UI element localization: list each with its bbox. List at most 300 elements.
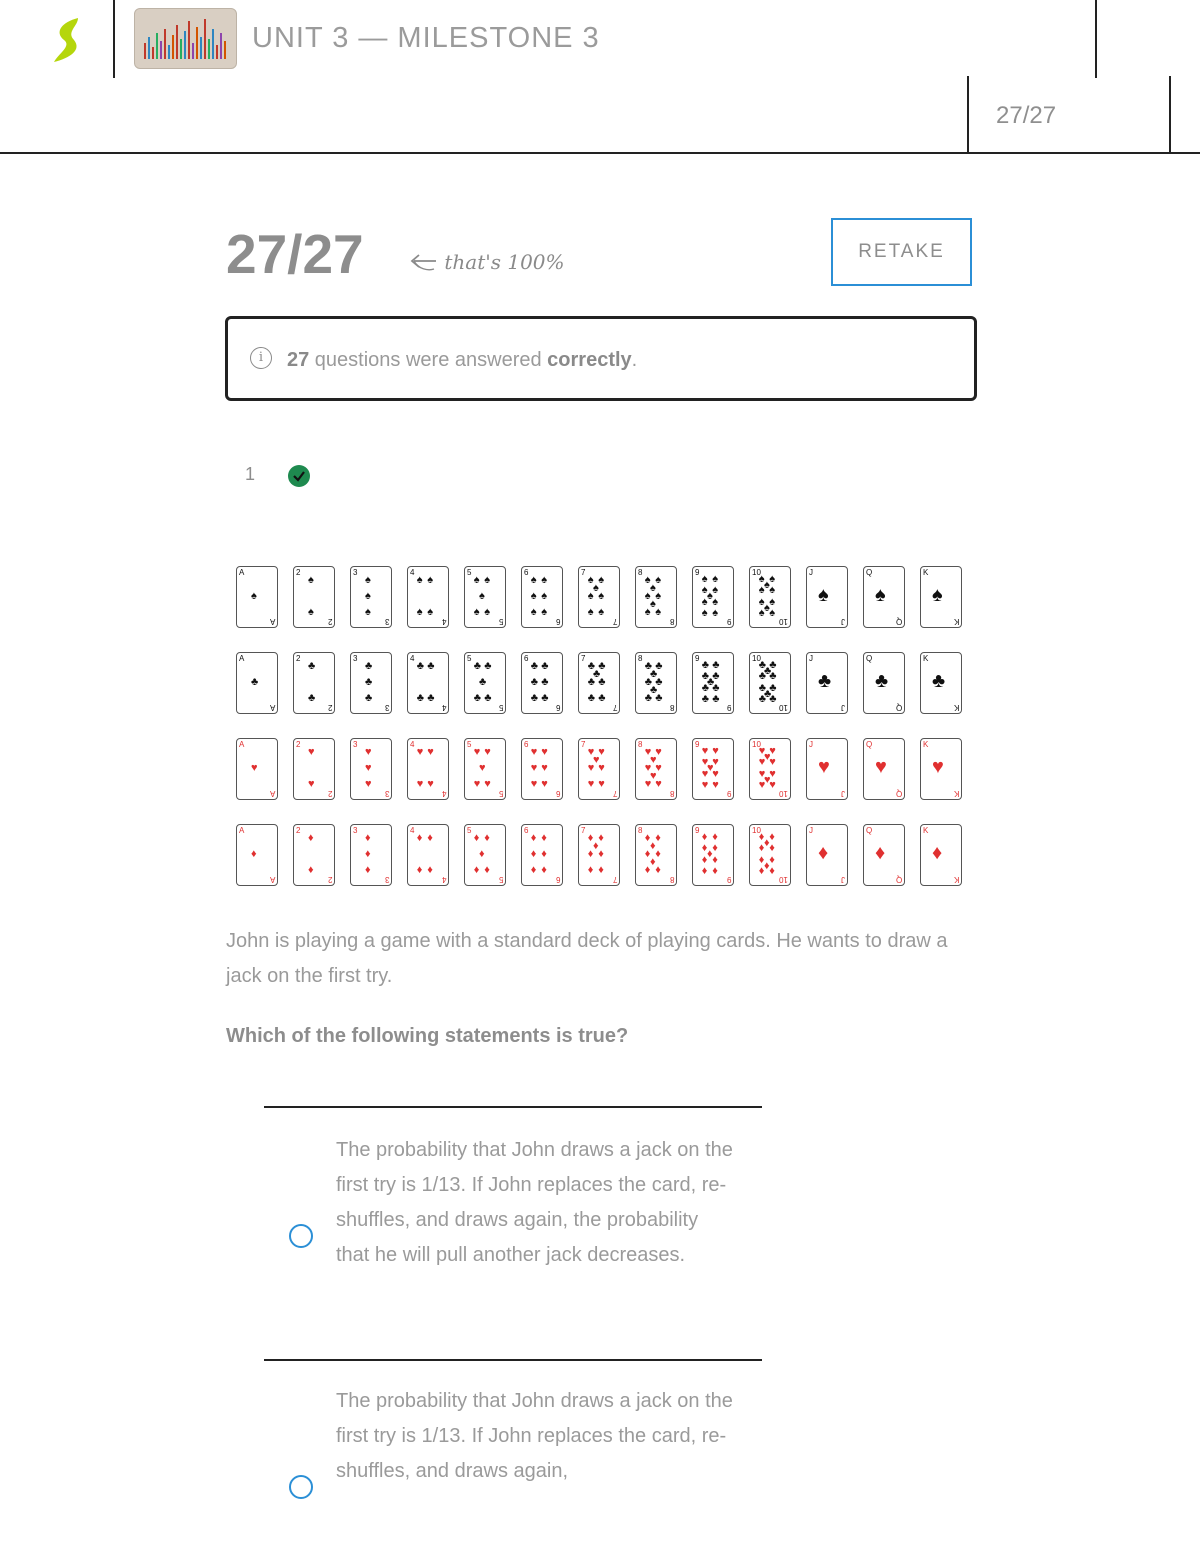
face-card-figure-icon: ♠ xyxy=(875,584,886,606)
clubs-pip-icon: ♣ xyxy=(251,676,259,688)
playing-card-6-diamonds xyxy=(521,824,563,886)
card-corner-rank: 4 xyxy=(410,654,415,663)
header-divider xyxy=(113,0,115,78)
card-corner-rank: 10 xyxy=(752,826,761,835)
clubs-pip-icon: ♣ xyxy=(479,676,487,688)
clubs-pip-icon: ♣ xyxy=(701,693,710,706)
course-thumbnail xyxy=(134,8,237,69)
spades-pip-icon: ♠ xyxy=(416,573,423,586)
clubs-pip-icon: ♣ xyxy=(416,692,425,705)
clubs-pip-icon: ♣ xyxy=(650,667,658,680)
clubs-pip-icon: ♣ xyxy=(701,681,710,694)
hearts-pip-icon: ♥ xyxy=(701,767,709,780)
face-card-figure-icon: ♣ xyxy=(818,670,832,692)
card-corner-rank: Q xyxy=(895,789,902,798)
face-card-figure-icon: ♥ xyxy=(932,756,944,778)
info-text-bold: correctly xyxy=(547,349,632,371)
clubs-pip-icon: ♣ xyxy=(598,692,606,705)
diamonds-pip-icon: ♦ xyxy=(712,842,718,855)
clubs-pip-icon: ♣ xyxy=(484,692,492,705)
playing-card-6-spades xyxy=(521,566,563,628)
card-corner-rank: 9 xyxy=(726,617,731,626)
face-card-figure-icon: ♣ xyxy=(875,670,889,692)
playing-card-4-hearts xyxy=(407,738,449,800)
spades-pip-icon: ♠ xyxy=(758,584,765,597)
card-corner-rank: 9 xyxy=(726,875,731,884)
card-corner-rank: K xyxy=(953,875,959,884)
face-card-figure-icon: ♥ xyxy=(818,756,830,778)
diamonds-pip-icon: ♦ xyxy=(598,848,604,860)
retake-button[interactable]: RETAKE xyxy=(831,218,972,286)
spades-pip-icon: ♠ xyxy=(587,573,594,586)
clubs-pip-icon: ♣ xyxy=(593,667,601,680)
hearts-pip-icon: ♥ xyxy=(644,778,652,791)
card-corner-rank: 8 xyxy=(638,568,643,577)
bar-graph-icon xyxy=(135,9,236,68)
spades-pip-icon: ♠ xyxy=(701,584,708,597)
hearts-pip-icon: ♥ xyxy=(530,778,538,791)
playing-card-3-diamonds xyxy=(350,824,392,886)
spades-pip-icon: ♠ xyxy=(308,573,314,586)
spades-pip-icon: ♠ xyxy=(655,590,662,602)
hearts-pip-icon: ♥ xyxy=(587,762,595,774)
hearts-pip-icon: ♥ xyxy=(479,762,486,774)
hearts-pip-icon: ♥ xyxy=(655,778,662,791)
hearts-pip-icon: ♥ xyxy=(473,778,481,791)
card-corner-rank: 2 xyxy=(296,826,301,835)
card-corner-rank: 7 xyxy=(581,826,586,835)
hearts-pip-icon: ♥ xyxy=(416,778,424,791)
diamonds-pip-icon: ♦ xyxy=(473,864,480,877)
clubs-pip-icon: ♣ xyxy=(541,676,549,688)
spades-pip-icon: ♠ xyxy=(416,606,423,619)
card-corner-rank: 7 xyxy=(612,789,617,798)
clubs-pip-icon: ♣ xyxy=(365,659,373,672)
card-corner-rank: 9 xyxy=(695,740,700,749)
clubs-pip-icon: ♣ xyxy=(484,659,492,672)
card-corner-rank: 5 xyxy=(467,740,472,749)
diamonds-pip-icon: ♦ xyxy=(712,853,718,866)
card-corner-rank: 7 xyxy=(612,875,617,884)
face-card-figure-icon: ♠ xyxy=(932,584,943,606)
hearts-pip-icon: ♥ xyxy=(644,745,652,758)
hearts-pip-icon: ♥ xyxy=(769,756,776,769)
hearts-pip-icon: ♥ xyxy=(598,762,605,774)
hearts-pip-icon: ♥ xyxy=(764,750,771,763)
card-corner-rank: J xyxy=(841,617,845,626)
result-score: 27/27 xyxy=(226,223,364,285)
face-card-figure-icon: ♠ xyxy=(818,584,829,606)
clubs-pip-icon: ♣ xyxy=(712,693,720,706)
card-corner-rank: K xyxy=(953,789,959,798)
info-count: 27 xyxy=(287,349,310,371)
card-corner-rank: 2 xyxy=(296,740,301,749)
arrow-left-icon xyxy=(408,253,438,275)
playing-card-9-diamonds xyxy=(692,824,734,886)
spades-pip-icon: ♠ xyxy=(541,606,548,619)
clubs-pip-icon: ♣ xyxy=(758,658,767,671)
spades-pip-icon: ♠ xyxy=(365,606,371,619)
playing-card-5-spades xyxy=(464,566,506,628)
hearts-pip-icon: ♥ xyxy=(655,745,662,758)
face-card-figure-icon: ♥ xyxy=(875,756,887,778)
playing-card-6-hearts xyxy=(521,738,563,800)
spades-pip-icon: ♠ xyxy=(701,572,708,585)
clubs-pip-icon: ♣ xyxy=(598,676,606,688)
hearts-pip-icon: ♥ xyxy=(650,753,657,766)
spades-pip-icon: ♠ xyxy=(712,607,719,620)
card-corner-rank: 10 xyxy=(779,875,788,884)
playing-card-9-hearts xyxy=(692,738,734,800)
clubs-pip-icon: ♣ xyxy=(712,658,720,671)
playing-card-K-hearts xyxy=(920,738,962,800)
clubs-pip-icon: ♣ xyxy=(644,692,653,705)
spades-pip-icon: ♠ xyxy=(365,573,371,586)
card-corner-rank: 3 xyxy=(384,875,389,884)
card-corner-rank: Q xyxy=(866,740,873,749)
card-corner-rank: 5 xyxy=(467,654,472,663)
clubs-pip-icon: ♣ xyxy=(587,676,596,688)
diamonds-pip-icon: ♦ xyxy=(587,848,594,860)
playing-card-Q-spades xyxy=(863,566,905,628)
diamonds-pip-icon: ♦ xyxy=(427,831,433,844)
clubs-pip-icon: ♣ xyxy=(587,692,596,705)
hearts-pip-icon: ♥ xyxy=(758,767,766,780)
playing-card-5-clubs xyxy=(464,652,506,714)
hearts-pip-icon: ♥ xyxy=(712,756,719,769)
option-radio-1[interactable] xyxy=(289,1224,313,1248)
card-corner-rank: 4 xyxy=(441,617,446,626)
card-corner-rank: 8 xyxy=(638,654,643,663)
spades-pip-icon: ♠ xyxy=(530,606,537,619)
hearts-pip-icon: ♥ xyxy=(541,745,548,758)
clubs-pip-icon: ♣ xyxy=(769,681,777,694)
diamonds-pip-icon: ♦ xyxy=(473,831,480,844)
info-text xyxy=(287,349,637,372)
clubs-pip-icon: ♣ xyxy=(587,659,596,672)
clubs-pip-icon: ♣ xyxy=(530,692,539,705)
playing-card-A-clubs xyxy=(236,652,278,714)
card-corner-rank: 9 xyxy=(695,826,700,835)
card-corner-rank: 5 xyxy=(467,826,472,835)
card-corner-rank: A xyxy=(239,740,245,749)
spades-pip-icon: ♠ xyxy=(593,581,599,594)
card-corner-rank: 2 xyxy=(296,568,301,577)
card-corner-rank: K xyxy=(923,826,929,835)
info-banner xyxy=(225,316,977,401)
diamonds-pip-icon: ♦ xyxy=(365,831,371,844)
clubs-pip-icon: ♣ xyxy=(769,670,777,683)
playing-card-Q-clubs xyxy=(863,652,905,714)
playing-card-10-clubs xyxy=(749,652,791,714)
diamonds-pip-icon: ♦ xyxy=(598,864,604,877)
spades-pip-icon: ♠ xyxy=(365,590,371,602)
playing-card-5-diamonds xyxy=(464,824,506,886)
diamonds-pip-icon: ♦ xyxy=(416,831,423,844)
card-corner-rank: 3 xyxy=(353,826,358,835)
spades-pip-icon: ♠ xyxy=(769,584,776,597)
playing-card-7-hearts xyxy=(578,738,620,800)
clubs-pip-icon: ♣ xyxy=(655,692,663,705)
diamonds-pip-icon: ♦ xyxy=(764,859,770,872)
spades-pip-icon: ♠ xyxy=(712,572,719,585)
clubs-pip-icon: ♣ xyxy=(644,676,653,688)
diamonds-pip-icon: ♦ xyxy=(530,831,537,844)
spades-pip-icon: ♠ xyxy=(598,590,605,602)
diamonds-pip-icon: ♦ xyxy=(769,853,775,866)
card-corner-rank: 7 xyxy=(581,568,586,577)
clubs-pip-icon: ♣ xyxy=(758,670,767,683)
diamonds-pip-icon: ♦ xyxy=(701,865,708,878)
hearts-pip-icon: ♥ xyxy=(365,745,372,758)
clubs-pip-icon: ♣ xyxy=(541,692,549,705)
card-corner-rank: J xyxy=(841,703,845,712)
clubs-pip-icon: ♣ xyxy=(541,659,549,672)
diamonds-pip-icon: ♦ xyxy=(530,848,537,860)
option-text-2: The probability that John draws a jack on the first try is 1/13. If John replaces the card, re-shuffles, and draws again, xyxy=(336,1390,733,1482)
hearts-pip-icon: ♥ xyxy=(758,779,766,792)
spades-pip-icon: ♠ xyxy=(427,573,434,586)
playing-card-4-clubs xyxy=(407,652,449,714)
diamonds-pip-icon: ♦ xyxy=(650,856,656,869)
clubs-pip-icon: ♣ xyxy=(598,659,606,672)
hearts-pip-icon: ♥ xyxy=(308,778,315,791)
hearts-pip-icon: ♥ xyxy=(707,762,714,774)
diamonds-pip-icon: ♦ xyxy=(655,848,661,860)
card-corner-rank: 3 xyxy=(353,568,358,577)
card-corner-rank: 4 xyxy=(441,875,446,884)
diamonds-pip-icon: ♦ xyxy=(701,842,708,855)
spades-pip-icon: ♠ xyxy=(655,606,662,619)
spades-pip-icon: ♠ xyxy=(650,581,656,594)
playing-card-7-clubs xyxy=(578,652,620,714)
hearts-pip-icon: ♥ xyxy=(587,778,595,791)
spades-pip-icon: ♠ xyxy=(427,606,434,619)
clubs-pip-icon: ♣ xyxy=(365,676,373,688)
hearts-pip-icon: ♥ xyxy=(769,767,776,780)
hearts-pip-icon: ♥ xyxy=(593,753,600,766)
card-corner-rank: Q xyxy=(895,703,902,712)
spades-pip-icon: ♠ xyxy=(764,578,770,591)
clubs-pip-icon: ♣ xyxy=(530,659,539,672)
card-corner-rank: 8 xyxy=(638,826,643,835)
card-corner-rank: 4 xyxy=(410,826,415,835)
option-divider xyxy=(264,1359,762,1361)
hearts-pip-icon: ♥ xyxy=(769,744,776,757)
diamonds-pip-icon: ♦ xyxy=(769,830,775,843)
card-corner-rank: 3 xyxy=(384,617,389,626)
card-corner-rank: 2 xyxy=(327,703,332,712)
clubs-pip-icon: ♣ xyxy=(764,664,772,677)
spades-pip-icon: ♠ xyxy=(701,607,708,620)
clubs-pip-icon: ♣ xyxy=(712,681,720,694)
card-corner-rank: 8 xyxy=(669,703,674,712)
card-corner-rank: Q xyxy=(895,875,902,884)
header-divider xyxy=(1095,0,1097,78)
spades-pip-icon: ♠ xyxy=(644,606,651,619)
spades-pip-icon: ♠ xyxy=(644,590,651,602)
playing-card-A-diamonds xyxy=(236,824,278,886)
card-corner-rank: Q xyxy=(866,568,873,577)
card-corner-rank: K xyxy=(923,740,929,749)
playing-card-J-hearts xyxy=(806,738,848,800)
score-note xyxy=(408,250,565,275)
playing-card-3-hearts xyxy=(350,738,392,800)
diamonds-pip-icon: ♦ xyxy=(598,831,604,844)
diamonds-pip-icon: ♦ xyxy=(758,842,765,855)
clubs-pip-icon: ♣ xyxy=(473,692,482,705)
diamonds-pip-icon: ♦ xyxy=(541,864,547,877)
header-rule xyxy=(0,152,1200,154)
face-card-figure-icon: ♦ xyxy=(875,842,886,864)
card-corner-rank: 8 xyxy=(638,740,643,749)
hearts-pip-icon: ♥ xyxy=(530,745,538,758)
logo-icon[interactable] xyxy=(48,14,92,66)
card-corner-rank: 10 xyxy=(752,654,761,663)
correct-check-icon xyxy=(288,465,310,487)
playing-card-2-clubs xyxy=(293,652,335,714)
spades-pip-icon: ♠ xyxy=(598,606,605,619)
card-corner-rank: 4 xyxy=(410,740,415,749)
spades-pip-icon: ♠ xyxy=(650,598,656,611)
diamonds-pip-icon: ♦ xyxy=(587,831,594,844)
diamonds-pip-icon: ♦ xyxy=(769,842,775,855)
playing-card-Q-diamonds xyxy=(863,824,905,886)
card-corner-rank: 6 xyxy=(555,703,560,712)
diamonds-pip-icon: ♦ xyxy=(484,864,490,877)
clubs-pip-icon: ♣ xyxy=(308,692,316,705)
card-corner-rank: 8 xyxy=(669,789,674,798)
card-corner-rank: 8 xyxy=(669,875,674,884)
card-corner-rank: J xyxy=(809,654,813,663)
score-divider xyxy=(1169,76,1171,154)
diamonds-pip-icon: ♦ xyxy=(764,836,770,849)
spades-pip-icon: ♠ xyxy=(655,573,662,586)
playing-card-K-diamonds xyxy=(920,824,962,886)
card-corner-rank: 5 xyxy=(498,875,503,884)
spades-pip-icon: ♠ xyxy=(587,590,594,602)
card-corner-rank: 10 xyxy=(779,617,788,626)
card-corner-rank: Q xyxy=(895,617,902,626)
clubs-pip-icon: ♣ xyxy=(650,684,658,697)
clubs-pip-icon: ♣ xyxy=(758,693,767,706)
header xyxy=(0,0,1200,155)
card-corner-rank: 6 xyxy=(555,789,560,798)
spades-pip-icon: ♠ xyxy=(587,606,594,619)
hearts-pip-icon: ♥ xyxy=(701,756,709,769)
playing-card-A-spades xyxy=(236,566,278,628)
hearts-pip-icon: ♥ xyxy=(473,745,481,758)
playing-card-2-diamonds xyxy=(293,824,335,886)
option-radio-2[interactable] xyxy=(289,1475,313,1499)
hearts-pip-icon: ♥ xyxy=(701,744,709,757)
face-card-figure-icon: ♣ xyxy=(932,670,946,692)
diamonds-pip-icon: ♦ xyxy=(758,830,765,843)
card-corner-rank: J xyxy=(841,789,845,798)
hearts-pip-icon: ♥ xyxy=(769,779,776,792)
card-corner-rank: A xyxy=(269,703,275,712)
spades-pip-icon: ♠ xyxy=(308,606,314,619)
diamonds-pip-icon: ♦ xyxy=(712,830,718,843)
playing-card-10-hearts xyxy=(749,738,791,800)
playing-card-5-hearts xyxy=(464,738,506,800)
spades-pip-icon: ♠ xyxy=(479,590,485,602)
card-corner-rank: 6 xyxy=(524,568,529,577)
playing-card-3-spades xyxy=(350,566,392,628)
header-score: 27/27 xyxy=(996,102,1057,129)
card-corner-rank: A xyxy=(239,568,245,577)
clubs-pip-icon: ♣ xyxy=(707,676,715,688)
spades-pip-icon: ♠ xyxy=(473,573,480,586)
card-corner-rank: 3 xyxy=(384,703,389,712)
card-corner-rank: 10 xyxy=(752,568,761,577)
hearts-pip-icon: ♥ xyxy=(712,779,719,792)
clubs-pip-icon: ♣ xyxy=(769,693,777,706)
playing-card-8-diamonds xyxy=(635,824,677,886)
face-card-figure-icon: ♦ xyxy=(932,842,943,864)
spades-pip-icon: ♠ xyxy=(251,590,257,602)
option-divider xyxy=(264,1106,762,1108)
card-corner-rank: A xyxy=(269,875,275,884)
card-corner-rank: 2 xyxy=(296,654,301,663)
spades-pip-icon: ♠ xyxy=(758,607,765,620)
diamonds-pip-icon: ♦ xyxy=(251,848,257,860)
card-corner-rank: 4 xyxy=(410,568,415,577)
clubs-pip-icon: ♣ xyxy=(655,659,663,672)
clubs-pip-icon: ♣ xyxy=(427,659,435,672)
card-corner-rank: 3 xyxy=(384,789,389,798)
hearts-pip-icon: ♥ xyxy=(484,778,491,791)
card-corner-rank: 5 xyxy=(498,617,503,626)
spades-pip-icon: ♠ xyxy=(758,595,765,608)
card-corner-rank: 10 xyxy=(779,789,788,798)
spades-pip-icon: ♠ xyxy=(530,573,537,586)
card-corner-rank: 6 xyxy=(555,875,560,884)
unit-title: UNIT 3 — MILESTONE 3 xyxy=(252,22,600,54)
clubs-pip-icon: ♣ xyxy=(701,658,710,671)
hearts-pip-icon: ♥ xyxy=(758,756,766,769)
spades-pip-icon: ♠ xyxy=(644,573,651,586)
diamonds-pip-icon: ♦ xyxy=(593,839,599,852)
spades-pip-icon: ♠ xyxy=(701,595,708,608)
spades-pip-icon: ♠ xyxy=(712,595,719,608)
spades-pip-icon: ♠ xyxy=(484,606,491,619)
diamonds-pip-icon: ♦ xyxy=(712,865,718,878)
card-corner-rank: 2 xyxy=(327,617,332,626)
playing-card-4-spades xyxy=(407,566,449,628)
hearts-pip-icon: ♥ xyxy=(530,762,538,774)
hearts-pip-icon: ♥ xyxy=(587,745,595,758)
card-corner-rank: 3 xyxy=(353,740,358,749)
clubs-pip-icon: ♣ xyxy=(644,659,653,672)
card-corner-rank: 7 xyxy=(612,617,617,626)
hearts-pip-icon: ♥ xyxy=(251,762,258,774)
hearts-pip-icon: ♥ xyxy=(541,762,548,774)
playing-card-2-spades xyxy=(293,566,335,628)
diamonds-pip-icon: ♦ xyxy=(365,848,371,860)
hearts-pip-icon: ♥ xyxy=(758,744,766,757)
clubs-pip-icon: ♣ xyxy=(530,676,539,688)
diamonds-pip-icon: ♦ xyxy=(644,848,651,860)
playing-card-9-clubs xyxy=(692,652,734,714)
diamonds-pip-icon: ♦ xyxy=(644,831,651,844)
card-corner-rank: 2 xyxy=(327,875,332,884)
playing-card-9-spades xyxy=(692,566,734,628)
spades-pip-icon: ♠ xyxy=(769,572,776,585)
spades-pip-icon: ♠ xyxy=(598,573,605,586)
diamonds-pip-icon: ♦ xyxy=(707,848,713,860)
playing-card-8-spades xyxy=(635,566,677,628)
